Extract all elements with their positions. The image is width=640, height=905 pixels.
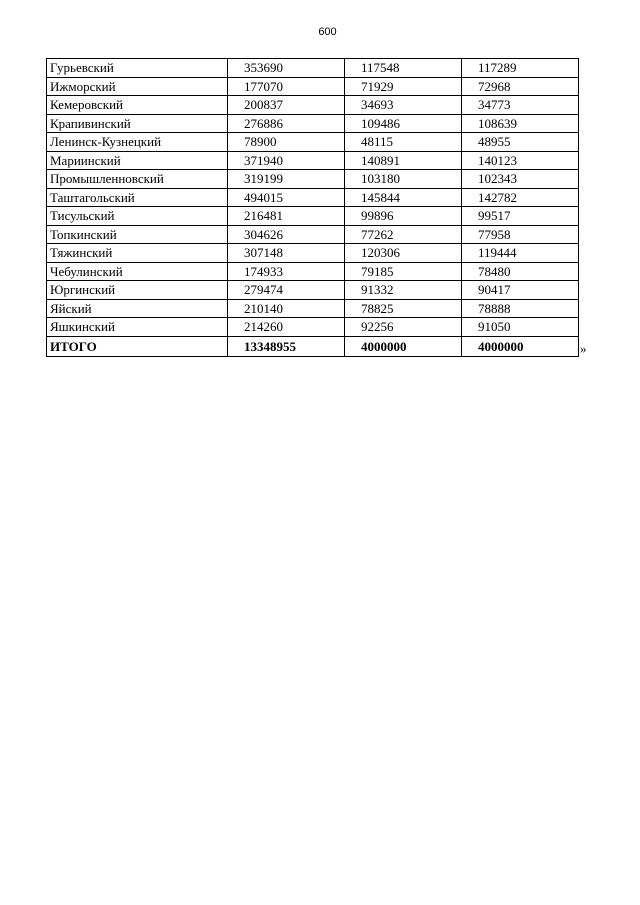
value-col-3: 142782 xyxy=(462,188,579,207)
value-col-1: 279474 xyxy=(228,281,345,300)
value-col-3: 34773 xyxy=(462,96,579,115)
district-name: Яшкинский xyxy=(47,318,228,337)
value-col-1: 319199 xyxy=(228,170,345,189)
value-col-2: 120306 xyxy=(345,244,462,263)
table-row xyxy=(47,133,579,152)
value-col-2: 79185 xyxy=(345,262,462,281)
value-col-3: 78888 xyxy=(462,299,579,318)
value-col-1: 276886 xyxy=(228,114,345,133)
value-col-3: 78480 xyxy=(462,262,579,281)
district-name: Крапивинский xyxy=(47,114,228,133)
value-col-1: 216481 xyxy=(228,207,345,226)
district-name: Промышленновский xyxy=(47,170,228,189)
data-table xyxy=(46,58,579,357)
value-col-3: 91050 xyxy=(462,318,579,337)
value-col-3: 99517 xyxy=(462,207,579,226)
value-col-1: 200837 xyxy=(228,96,345,115)
district-name: Гурьевский xyxy=(47,59,228,78)
value-col-1: 214260 xyxy=(228,318,345,337)
value-col-3: 72968 xyxy=(462,77,579,96)
district-name: Топкинский xyxy=(47,225,228,244)
table-row xyxy=(47,188,579,207)
table-row xyxy=(47,207,579,226)
value-col-2: 91332 xyxy=(345,281,462,300)
page-number: 600 xyxy=(318,26,337,38)
value-col-3: 108639 xyxy=(462,114,579,133)
value-col-1: 304626 xyxy=(228,225,345,244)
table-row xyxy=(47,281,579,300)
value-col-2: 140891 xyxy=(345,151,462,170)
value-col-2: 92256 xyxy=(345,318,462,337)
value-col-2: 117548 xyxy=(345,59,462,78)
total-col-2: 4000000 xyxy=(345,336,462,356)
total-col-3: 4000000 xyxy=(462,336,579,356)
value-col-2: 71929 xyxy=(345,77,462,96)
district-name: Тяжинский xyxy=(47,244,228,263)
value-col-2: 77262 xyxy=(345,225,462,244)
table-row xyxy=(47,262,579,281)
district-name: Ижморский xyxy=(47,77,228,96)
value-col-3: 77958 xyxy=(462,225,579,244)
value-col-2: 99896 xyxy=(345,207,462,226)
table-row xyxy=(47,96,579,115)
district-name: Тисульский xyxy=(47,207,228,226)
total-label: ИТОГО xyxy=(47,336,228,356)
value-col-2: 78825 xyxy=(345,299,462,318)
table-row xyxy=(47,318,579,337)
value-col-3: 48955 xyxy=(462,133,579,152)
value-col-2: 34693 xyxy=(345,96,462,115)
table-row xyxy=(47,114,579,133)
district-name: Яйский xyxy=(47,299,228,318)
value-col-1: 353690 xyxy=(228,59,345,78)
value-col-2: 103180 xyxy=(345,170,462,189)
value-col-3: 117289 xyxy=(462,59,579,78)
total-col-1: 13348955 xyxy=(228,336,345,356)
value-col-2: 109486 xyxy=(345,114,462,133)
value-col-1: 371940 xyxy=(228,151,345,170)
value-col-3: 119444 xyxy=(462,244,579,263)
value-col-1: 307148 xyxy=(228,244,345,263)
closing-quote: » xyxy=(580,341,587,356)
district-name: Юргинский xyxy=(47,281,228,300)
district-name: Кемеровский xyxy=(47,96,228,115)
value-col-3: 140123 xyxy=(462,151,579,170)
value-col-2: 145844 xyxy=(345,188,462,207)
table-row xyxy=(47,77,579,96)
district-name: Таштагольский xyxy=(47,188,228,207)
table-row xyxy=(47,170,579,189)
district-name: Чебулинский xyxy=(47,262,228,281)
table-row xyxy=(47,299,579,318)
table-row xyxy=(47,151,579,170)
value-col-1: 174933 xyxy=(228,262,345,281)
value-col-3: 102343 xyxy=(462,170,579,189)
value-col-2: 48115 xyxy=(345,133,462,152)
district-name: Ленинск-Кузнецкий xyxy=(47,133,228,152)
table-row xyxy=(47,244,579,263)
table-row xyxy=(47,225,579,244)
value-col-1: 494015 xyxy=(228,188,345,207)
total-row xyxy=(47,336,579,356)
value-col-1: 78900 xyxy=(228,133,345,152)
district-name: Мариинский xyxy=(47,151,228,170)
table-row xyxy=(47,59,579,78)
value-col-1: 210140 xyxy=(228,299,345,318)
value-col-1: 177070 xyxy=(228,77,345,96)
value-col-3: 90417 xyxy=(462,281,579,300)
